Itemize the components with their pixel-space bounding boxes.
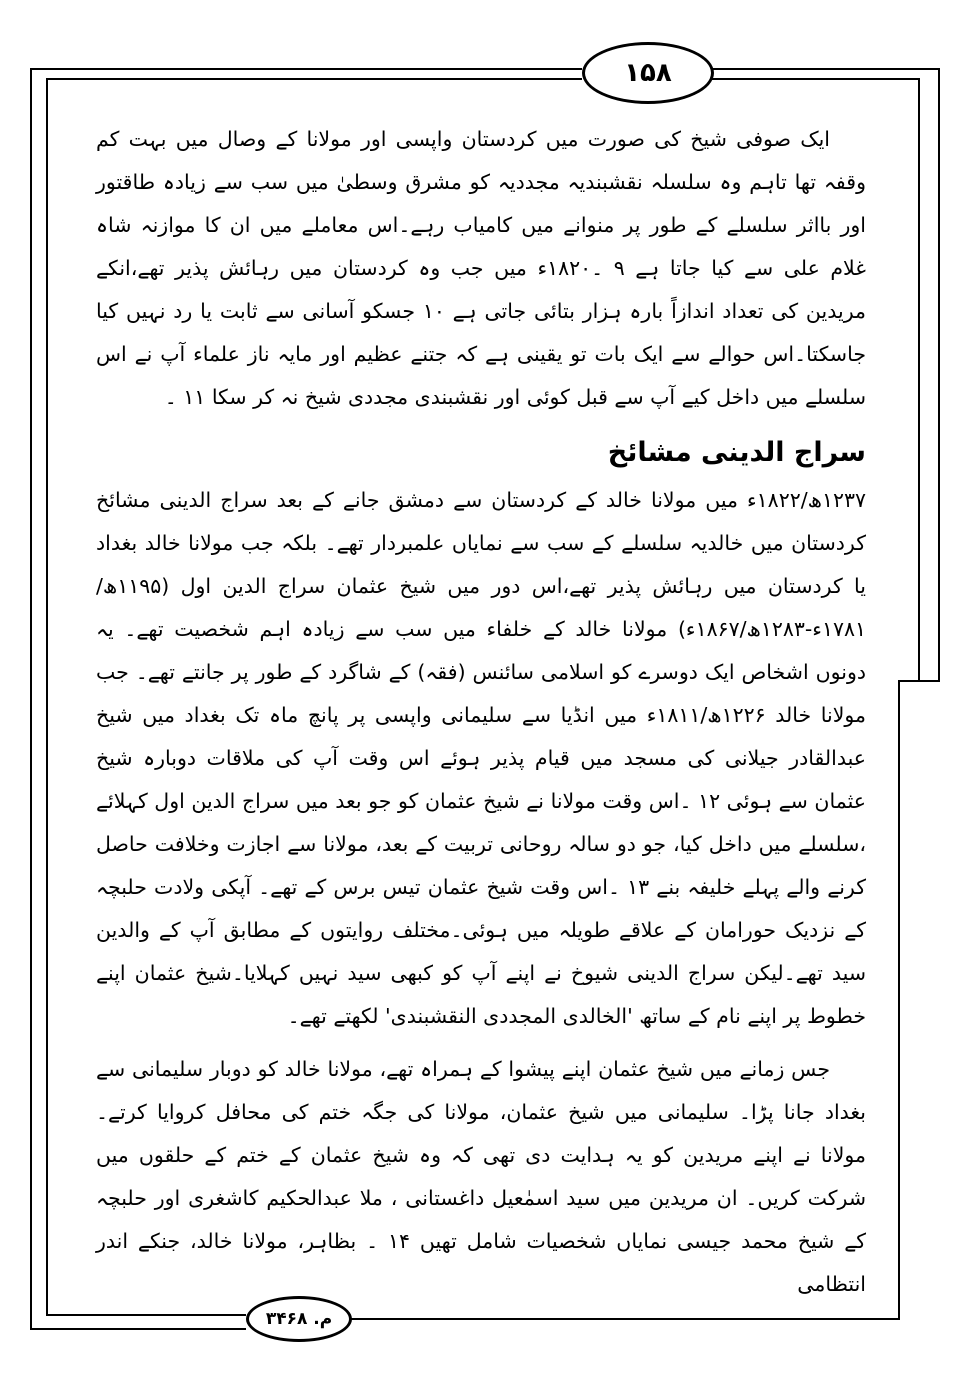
frame-bottom-outer bbox=[30, 1328, 246, 1330]
section-paragraph-2: جس زمانے میں شیخ عثمان اپنے پیشوا کے ہمراہ تھے، مولانا خالد کو دوبار سلیمانی سے بغداد جانا پڑا۔ سلیمانی میں شیخ عثمان، مولانا کی جگہ ختم کی محافل کروایا کرتے۔ مولانا نے اپنے مریدین کو یہ ہدایت دی تھی کہ وہ شیخ عثمان کے ختم کے حلقوں میں شرکت کریں۔ ان مریدین میں سید اسمٰعیل داغستانی ، ملا عبدالحکیم کاشغری اور حلبچہ کے شیخ محمد جیسی نمایاں شخصیات شامل تھیں ۱۴ ۔ بظاہر، مولانا خالد، جنکے اندر انتظامی bbox=[96, 1057, 866, 1296]
page-number: ۱۵۸ bbox=[582, 42, 714, 104]
frame-top-outer-right bbox=[708, 68, 940, 70]
page-body bbox=[96, 118, 866, 1306]
frame-left-outer bbox=[30, 68, 32, 1328]
section-heading: سراج الدینی مشائخ bbox=[607, 437, 866, 468]
frame-right-lower bbox=[898, 680, 900, 1320]
intro-paragraph: ایک صوفی شیخ کی صورت میں کردستان واپسی اور مولانا کے وصال میں بہت کم وقفہ تھا تاہم وہ سلسلہ نقشبندیہ مجددیہ کو مشرق وسطیٰ میں سب سے زیادہ طاقتور اور بااثر سلسلے کے طور پر منوانے میں کامیاب رہے۔اس معاملے میں ان کا موازنہ شاہ غلام علی سے کیا جاتا ہے ۹ ۔۱۸۲۰ء میں جب وہ کردستان میں رہائش پذیر تھے،انکے مریدین کی تعداد اندازاً بارہ ہزار بتائی جاتی ہے ۱۰ جسکو آسانی سے ثابت یا رد نہیں کیا جاسکتا۔اس حوالے سے ایک بات تو یقینی ہے کہ جتنے عظیم اور مایہ ناز علماء آپ نے اس سلسلے میں داخل کیے آپ سے قبل کوئی اور نقشبندی مجددی شیخ نہ کر سکا ۱۱ ۔ bbox=[96, 127, 867, 409]
frame-top-inner-right bbox=[708, 78, 920, 80]
frame-right-inner bbox=[918, 78, 920, 680]
frame-right-outer bbox=[938, 68, 940, 680]
frame-left-inner bbox=[46, 78, 48, 1314]
footer-page-code: ۳۴۶۸ .م bbox=[246, 1296, 352, 1342]
frame-top-inner bbox=[46, 78, 582, 80]
frame-step-horizontal bbox=[898, 680, 940, 682]
frame-top-outer bbox=[30, 68, 582, 70]
frame-bottom-right bbox=[346, 1318, 900, 1320]
frame-bottom-inner bbox=[46, 1314, 246, 1316]
section-paragraph-1: ۱۲۳۷ھ/۱۸۲۲ء میں مولانا خالد کے کردستان سے دمشق جانے کے بعد سراج الدینی مشائخ کردستان میں خالدیہ سلسلے کے سب سے نمایاں علمبردار تھے۔ بلکہ جب مولانا خالد بغداد یا کردستان میں رہائش پذیر تھے،اس دور میں شیخ عثمان سراج الدین اول (۱۱۹۵ھ/۱۷۸۱ء-۱۲۸۳ھ/۱۸۶۷ء) مولانا خالد کے خلفاء میں سب سے زیادہ اہم شخصیت تھے۔ یہ دونوں اشخاص ایک دوسرے کو اسلامی سائنس (فقہ) کے شاگرد کے طور پر جانتے تھے۔ جب مولانا خالد ۱۲۲۶ھ/۱۸۱۱ء میں انڈیا سے سلیمانی واپسی پر پانچ ماہ تک بغداد میں شیخ عبدالقادر جیلانی کی مسجد میں قیام پذیر ہوئے اس وقت آپ کی ملاقات دوبارہ شیخ عثمان سے ہوئی ۱۲ ۔اس وقت مولانا نے شیخ عثمان کو جو بعد میں سراج الدین اول کہلائے ،سلسلے میں داخل کیا، جو دو سالہ روحانی تربیت کے بعد، مولانا سے اجازت وخلافت حاصل کرنے والے پہلے خلیفہ بنے ۱۳ ۔اس وقت شیخ عثمان تیس برس کے تھے۔ آپکی ولادت حلبچہ کے نزدیک حورامان کے علاقے طویلہ میں ہوئی۔مختلف روایتوں کے مطابق آپ کے والدین سید تھے۔لیکن سراج الدینی شیوخ نے اپنے آپ کو کبھی سید نہیں کہلایا۔شیخ عثمان اپنے خطوط پر اپنے نام کے ساتھ 'الخالدی المجددی النقشبندی' لکھتے تھے۔ bbox=[96, 488, 867, 1028]
